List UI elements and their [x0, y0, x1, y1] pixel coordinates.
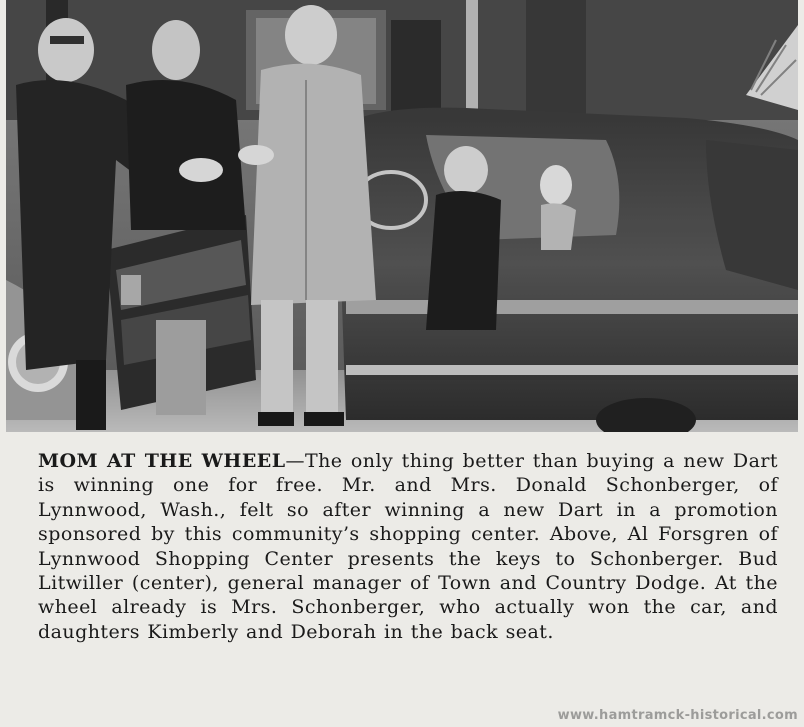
watermark: www.hamtramck-historical.com [557, 708, 798, 723]
photo-caption [38, 449, 778, 644]
caption-headline: MOM AT THE WHEEL [38, 450, 286, 472]
photo-illustration [6, 0, 798, 432]
caption-body: —The only thing better than buying a new Dart is winning one for free. Mr. and Mrs. Donald Schonberger, of Lynnwood, Wash., felt so after winning a new Dart in a promotion sponsored by this community’s shopping center. Above, Al Forsgren of Lynnwood Shopping Center presents the keys to Schonberger. Bud Litwiller (center), general manager of Town and Country Dodge. At the wheel already is Mrs. Schonberger, who actually won the car, and daughters Kimberly and Deborah in the back seat. [38, 450, 778, 643]
photograph [6, 0, 798, 432]
